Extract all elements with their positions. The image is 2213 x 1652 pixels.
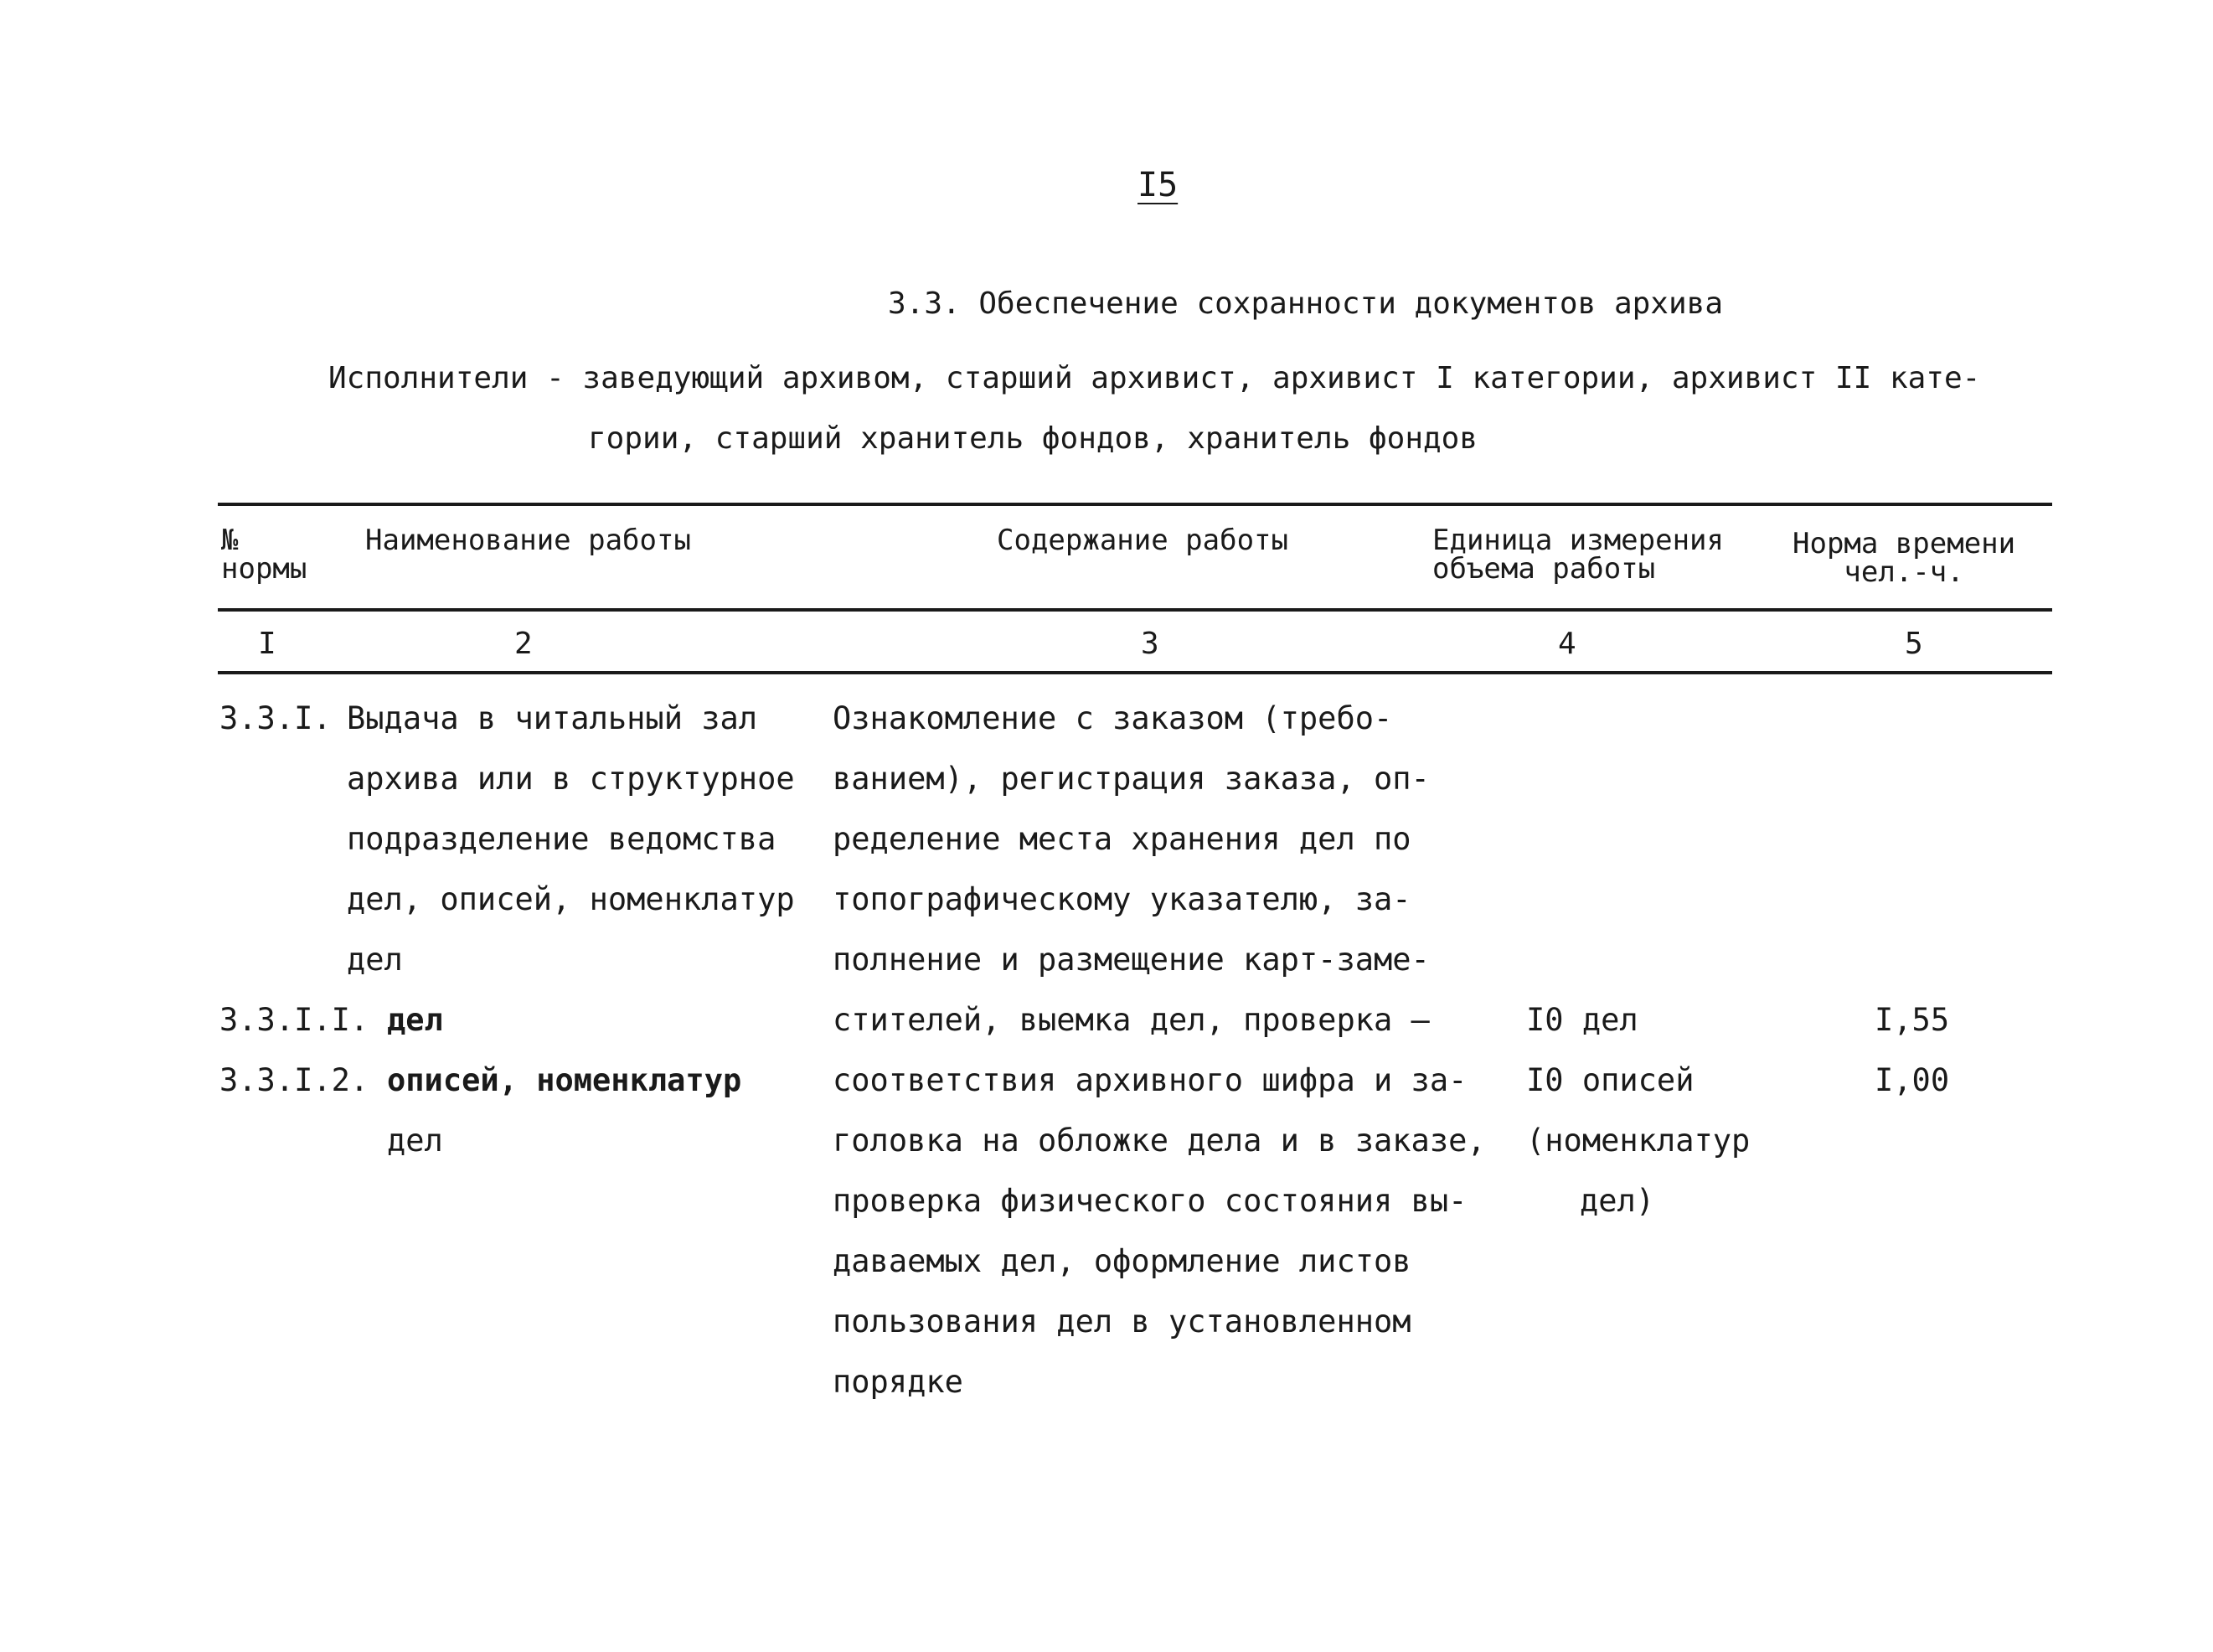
work-content-line: полнение и размещение карт-заме- [833,942,1430,978]
performers-line-1: Исполнители - заведующий архивом, старший архивист, архивист I категории, архивист II кате- [328,361,1981,395]
work-content-line: стителей, выемка дел, проверка — [833,1002,1430,1038]
row-3-3-1-2-unit-line: (номенклатур [1526,1123,1751,1159]
work-content-line: пользования дел в установленном [833,1304,1411,1340]
work-content-line: топографическому указателю, за- [833,881,1411,917]
work-content-line: Ознакомление с заказом (требо- [833,700,1393,736]
work-content [833,689,1486,1412]
work-content-line: порядке [833,1364,963,1400]
row-3-3-1-2-id: 3.3.I.2. [219,1062,369,1098]
row-3-3-1-id: 3.3.I. [219,700,332,736]
performers-line-2: гории, старший хранитель фондов, хранитель фондов [588,421,1478,456]
work-content-line: ванием), регистрация заказа, оп- [833,761,1430,797]
work-content-line: ределение места хранения дел по [833,821,1411,857]
row-3-3-1-name-line: архива или в структурное [347,761,795,797]
row-3-3-1-1-rate: I,55 [1875,1002,1950,1038]
header-time-norm [1793,527,2016,589]
work-content-line: головка на обложке дела и в заказе, [833,1123,1486,1159]
header-unit [1432,524,1724,586]
row-3-3-1-2-name-line: описей, номенклатур [387,1062,742,1098]
row-3-3-1-name-line: подразделение ведомства [347,821,776,857]
header-time-norm-line-1: Норма времени [1793,527,2016,560]
row-3-3-1-2-unit-line: дел) [1580,1183,1655,1219]
column-number-1: I [258,627,276,661]
row-3-3-1-2-rate: I,00 [1875,1062,1950,1098]
column-number-3: 3 [1141,627,1159,661]
work-content-line: соответствия архивного шифра и за- [833,1062,1468,1098]
row-3-3-1-name-line: дел [347,942,403,978]
table-top-rule [218,503,2052,506]
table-numbers-rule [218,671,2052,674]
header-work-name: Наименование работы [365,524,691,557]
header-unit-line-1: Единица измерения [1432,524,1724,557]
row-3-3-1-1-unit: I0 дел [1526,1002,1638,1038]
header-norm-number-line-1: № [221,524,239,557]
row-3-3-1-2-name-line: дел [387,1123,443,1159]
row-3-3-1-1-id: 3.3.I.I. [219,1002,369,1038]
header-unit-line-2: объема работы [1432,552,1656,586]
row-3-3-1-2-name [387,1051,741,1171]
header-work-content: Содержание работы [997,524,1288,557]
row-3-3-1-name-line: Выдача в читальный зал [347,700,758,736]
row-3-3-1-1-name: дел [387,1002,443,1038]
row-3-3-1-name [347,689,795,990]
section-title: 3.3. Обеспечение сохранности документов архива [888,287,1723,321]
row-3-3-1-2-unit [1526,1051,1750,1231]
header-norm-number-line-2: нормы [221,552,307,586]
work-content-line: даваемых дел, оформление листов [833,1243,1411,1279]
column-number-4: 4 [1558,627,1576,661]
header-norm-number [221,524,307,586]
column-number-5: 5 [1905,627,1923,661]
header-time-norm-line-2: чел.-ч. [1844,555,1964,589]
column-number-2: 2 [514,627,533,661]
work-content-line: проверка физического состояния вы- [833,1183,1468,1219]
page-number: I5 [1137,166,1179,204]
performers [328,348,1980,469]
table-header-rule [218,608,2052,612]
row-3-3-1-name-line: дел, описей, номенклатур [347,881,795,917]
row-3-3-1-2-unit-line: I0 описей [1526,1062,1695,1098]
